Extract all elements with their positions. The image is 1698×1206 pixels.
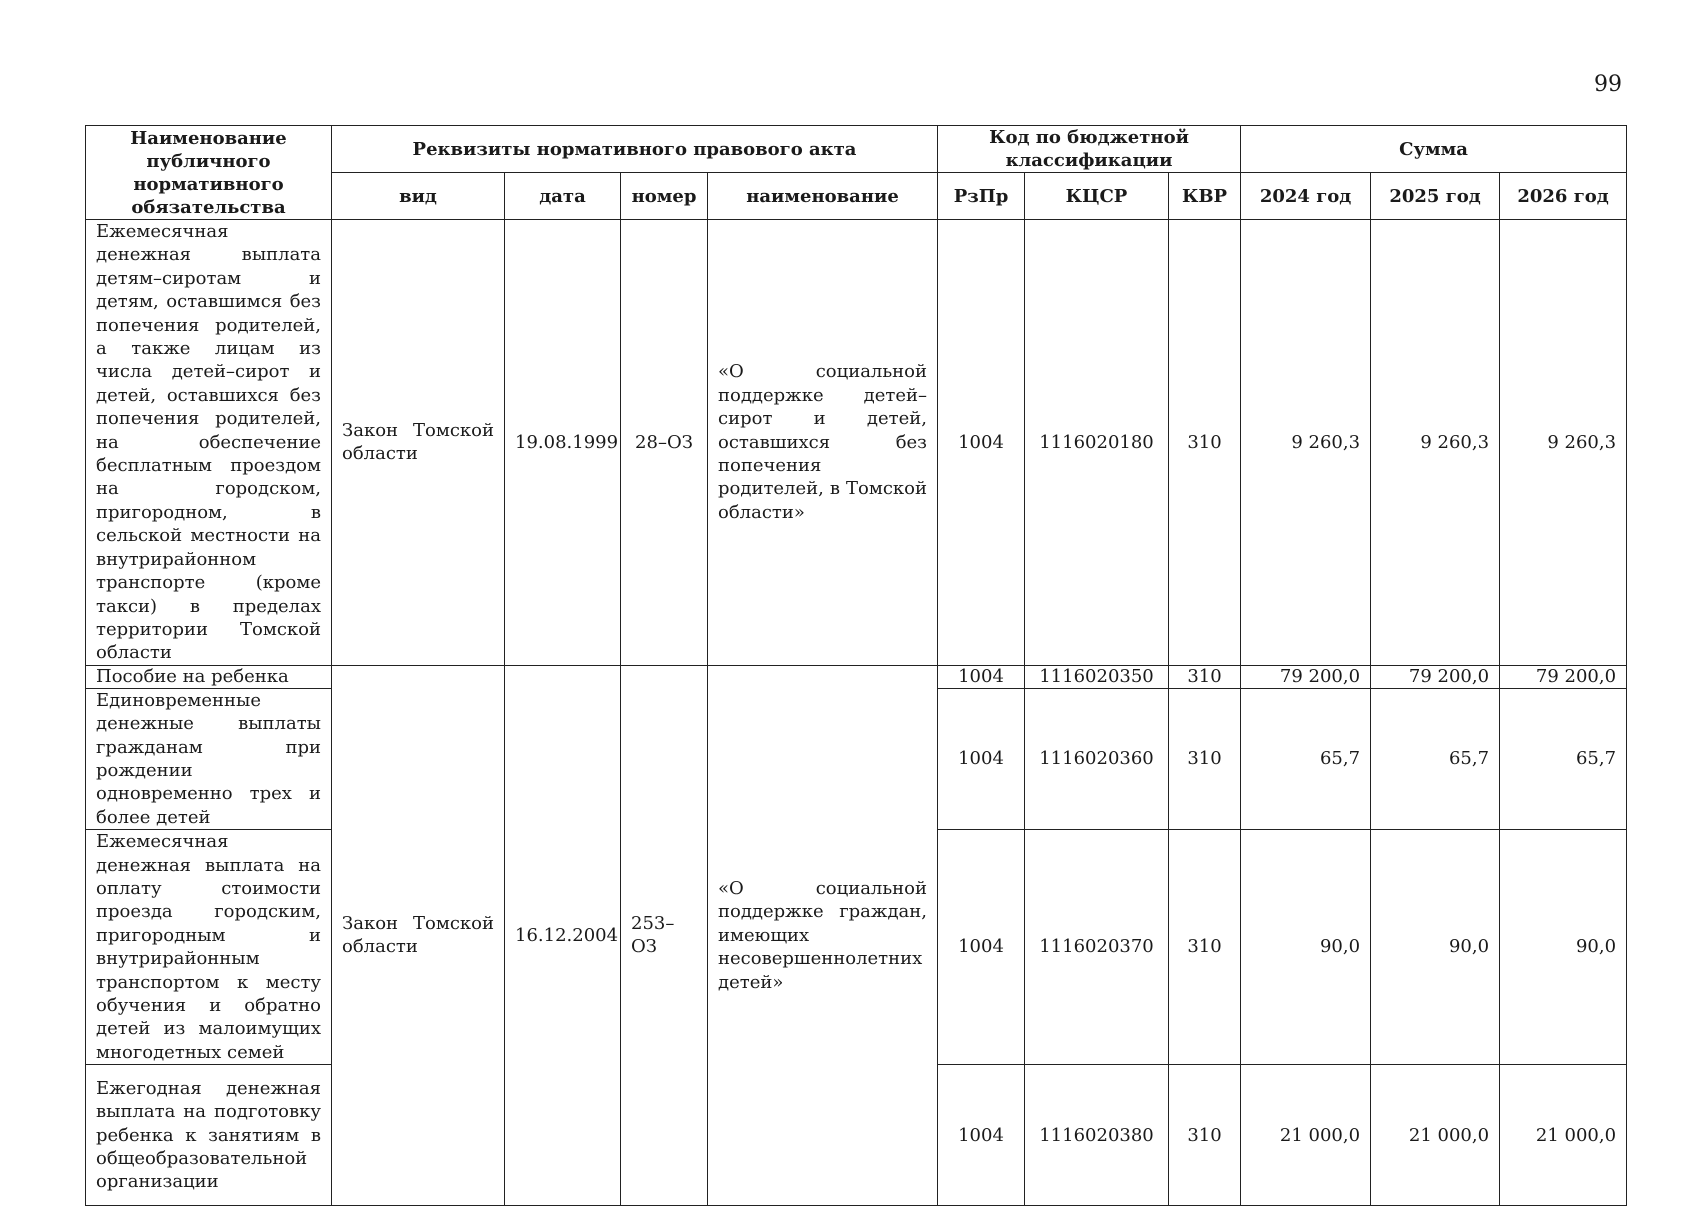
amount-2024-cell: 65,7 [1241, 688, 1371, 829]
kvr-cell: 310 [1169, 1065, 1241, 1206]
act-date-cell: 16.12.2004 [505, 665, 621, 1206]
act-kind-cell: Закон Томской области [332, 220, 505, 666]
amount-2026-cell: 21 000,0 [1500, 1065, 1627, 1206]
rzpr-cell: 1004 [938, 220, 1025, 666]
kvr-cell: 310 [1169, 830, 1241, 1065]
amount-2024-cell: 21 000,0 [1241, 1065, 1371, 1206]
act-number-cell: 253–ОЗ [621, 665, 708, 1206]
header-amount: Сумма [1241, 126, 1627, 173]
obligation-cell: Пособие на ребенка [86, 665, 332, 688]
kcsr-cell: 1116020350 [1025, 665, 1169, 688]
amount-2025-cell: 90,0 [1371, 830, 1500, 1065]
amount-2024-cell: 90,0 [1241, 830, 1371, 1065]
kvr-cell: 310 [1169, 665, 1241, 688]
table-row [86, 220, 1627, 666]
act-kind-cell: Закон Томской области [332, 665, 505, 1206]
header-number: номер [621, 173, 708, 220]
header-kind: вид [332, 173, 505, 220]
amount-2025-cell: 65,7 [1371, 688, 1500, 829]
header-year-2026: 2026 год [1500, 173, 1627, 220]
header-obligation-name: Наименование публичного нормативного обязательства [86, 126, 332, 220]
amount-2026-cell: 79 200,0 [1500, 665, 1627, 688]
amount-2025-cell: 79 200,0 [1371, 665, 1500, 688]
header-budget-code: Код по бюджетной классификации [938, 126, 1241, 173]
header-kvr: КВР [1169, 173, 1241, 220]
kcsr-cell: 1116020360 [1025, 688, 1169, 829]
amount-2024-cell: 9 260,3 [1241, 220, 1371, 666]
obligation-cell: Ежемесячная денежная выплата на оплату стоимости проезда городским, пригородным и внутрирайонным транспортом к месту обучения и обратно детей из малоимущих многодетных семей [86, 830, 332, 1065]
amount-2026-cell: 65,7 [1500, 688, 1627, 829]
amount-2026-cell: 9 260,3 [1500, 220, 1627, 666]
table-row [86, 665, 1627, 688]
kcsr-cell: 1116020370 [1025, 830, 1169, 1065]
kvr-cell: 310 [1169, 688, 1241, 829]
act-date-cell: 19.08.1999 [505, 220, 621, 666]
header-year-2025: 2025 год [1371, 173, 1500, 220]
amount-2025-cell: 9 260,3 [1371, 220, 1500, 666]
amount-2026-cell: 90,0 [1500, 830, 1627, 1065]
amount-2024-cell: 79 200,0 [1241, 665, 1371, 688]
rzpr-cell: 1004 [938, 1065, 1025, 1206]
rzpr-cell: 1004 [938, 830, 1025, 1065]
header-year-2024: 2024 год [1241, 173, 1371, 220]
obligation-cell: Ежемесячная денежная выплата детям–сиротам и детям, оставшимся без попечения родителей, а также лицам из числа детей–сирот и детей, оставшихся без попечения родителей, на обеспечение бесплатным проездом на городском, пригородном, в сельской местности на внутрирайонном транспорте (кроме такси) в пределах территории Томской области [86, 220, 332, 666]
obligation-cell: Единовременные денежные выплаты гражданам при рождении одновременно трех и более детей [86, 688, 332, 829]
kcsr-cell: 1116020380 [1025, 1065, 1169, 1206]
act-name-cell: «О социальной поддержке граждан, имеющих несовершеннолетних детей» [708, 665, 938, 1206]
header-kcsr: КЦСР [1025, 173, 1169, 220]
header-rzpr: РзПр [938, 173, 1025, 220]
act-number-cell: 28–ОЗ [621, 220, 708, 666]
page-number: 99 [1594, 72, 1622, 97]
kcsr-cell: 1116020180 [1025, 220, 1169, 666]
header-act-details: Реквизиты нормативного правового акта [332, 126, 938, 173]
header-date: дата [505, 173, 621, 220]
act-name-cell: «О социальной поддержке детей–сирот и детей, оставшихся без попечения родителей, в Томской области» [708, 220, 938, 666]
header-name: наименование [708, 173, 938, 220]
rzpr-cell: 1004 [938, 688, 1025, 829]
rzpr-cell: 1004 [938, 665, 1025, 688]
kvr-cell: 310 [1169, 220, 1241, 666]
amount-2025-cell: 21 000,0 [1371, 1065, 1500, 1206]
obligations-table [85, 125, 1627, 1206]
obligation-cell: Ежегодная денежная выплата на подготовку ребенка к занятиям в общеобразовательной организации [86, 1065, 332, 1206]
